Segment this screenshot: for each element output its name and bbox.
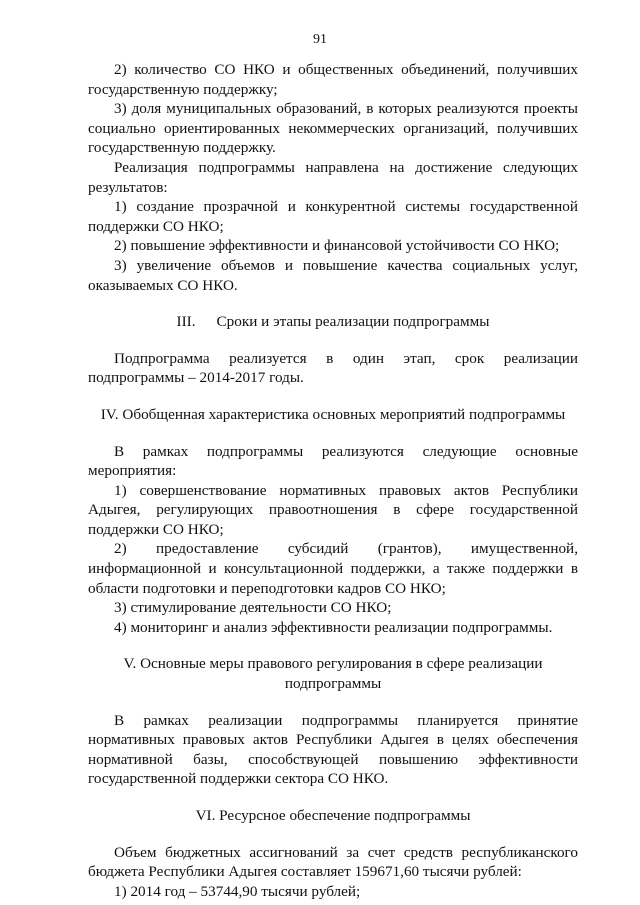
section-heading-5-line-2: подпрограммы bbox=[284, 675, 382, 693]
paragraph: 3) стимулирование деятельности СО НКО; bbox=[114, 599, 392, 617]
paragraph: Реализация подпрограммы направлена на достижение следующих результатов: bbox=[88, 158, 578, 196]
section-title: Сроки и этапы реализации подпрограммы bbox=[216, 313, 490, 331]
section-numeral: III. bbox=[176, 313, 196, 331]
paragraph: Подпрограмма реализуется в один этап, срок реализации подпрограммы – 2014-2017 годы. bbox=[88, 349, 578, 387]
section-heading-5-line-1: V. Основные меры правового регулирования в сфере реализации bbox=[123, 655, 543, 673]
paragraph: 1) совершенствование нормативных правовых актов Республики Адыгея, регулирующих правоотношения в сфере государственной поддержки СО НКО; bbox=[88, 481, 578, 538]
paragraph: 1) 2014 год – 53744,90 тысячи рублей; bbox=[114, 882, 361, 900]
paragraph: 2) повышение эффективности и финансовой устойчивости СО НКО; bbox=[114, 237, 560, 255]
paragraph: 1) создание прозрачной и конкурентной системы государственной поддержки СО НКО; bbox=[88, 198, 578, 235]
paragraph: 2) предоставление субсидий (грантов), имущественной, информационной и консультационной поддержки, а также поддержки в области подготовки и переподготовки кадров СО НКО; bbox=[88, 540, 578, 597]
paragraph: 2) количество СО НКО и общественных объединений, получивших государственную поддержку; bbox=[88, 61, 578, 98]
paragraph: 3) увеличение объемов и повышение качества социальных услуг, оказываемых СО НКО. bbox=[88, 256, 578, 294]
paragraph: 4) мониторинг и анализ эффективности реализации подпрограммы. bbox=[114, 618, 553, 636]
document-body bbox=[88, 60, 578, 901]
section-heading-4: IV. Обобщенная характеристика основных мероприятий подпрограммы bbox=[100, 405, 566, 423]
section-heading-3 bbox=[88, 312, 578, 332]
paragraph: В рамках подпрограммы реализуются следующие основные мероприятия: bbox=[88, 442, 578, 480]
paragraph: 3) доля муниципальных образований, в которых реализуются проекты социально ориентированных некоммерческих организаций, получивших государственную поддержку. bbox=[88, 100, 578, 157]
paragraph: В рамках реализации подпрограммы планируется принятие нормативных правовых актов Республики Адыгея в целях обеспечения нормативной базы, способствующей повышению эффективности государственной поддержки сектора СО НКО. bbox=[88, 711, 578, 788]
section-heading-6: VI. Ресурсное обеспечение подпрограммы bbox=[195, 807, 471, 824]
page-number: 91 bbox=[313, 32, 327, 47]
paragraph: Объем бюджетных ассигнований за счет средств республиканского бюджета Республики Адыгея составляет 159671,60 тысячи рублей: bbox=[88, 843, 578, 881]
